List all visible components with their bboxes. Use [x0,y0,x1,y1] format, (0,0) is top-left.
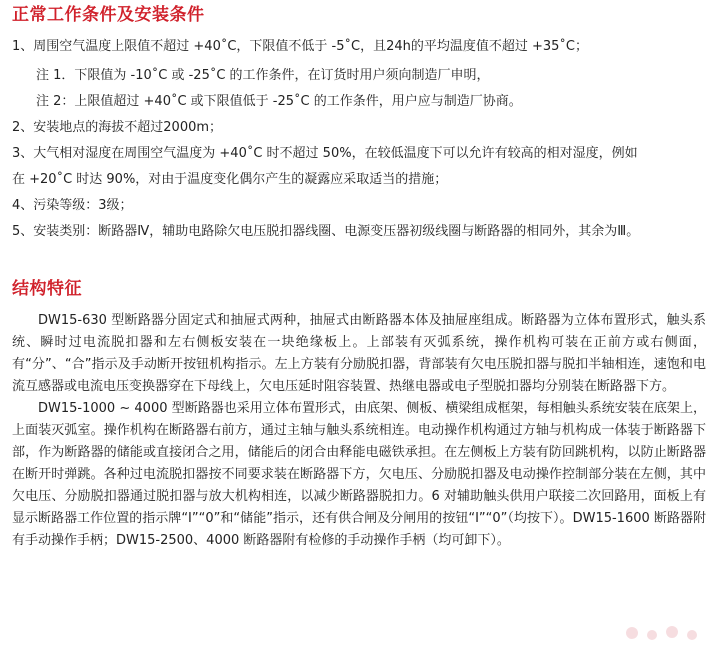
condition-item-3-continued: 在 +20˚C 时达 90%，对由于温度变化偶尔产生的凝露应采取适当的措施； [12,172,448,187]
condition-item-1: 1、周围空气温度上限值不超过 +40˚C，下限值不低于 -5˚C，且24h的平均温度值不超过 +35˚C； [12,39,589,54]
structure-paragraph-dw15-1000-4000: DW15-1000 ~ 4000 型断路器也采用立体布置形式，由底架、侧板、横梁组成框架，每相触头系统安装在底架上，上面装灭弧室。操作机构在断路器右前方，通过主轴与触头系统相连。电动操作机构通过方轴与机构成一体装于断路器下部，作为断路器的储能或直接闭合之用，储能后的闭合由释能电磁铁承担。在左侧板上方装有防回跳机构，以防止断路器在断开时弹跳。各种过电流脱扣器按不同要求装在断路器下方，欠电压、分励脱扣器及电动操作控制部分装在左侧，其中欠电压、分励脱扣器通过脱扣器与放大机构相连，以减少断路器脱扣力。6 对辅助触头供用户联接二次回路用，面板上有显示断路器工作位置的指示牌“I”“0”和“储能”指示，还有供合闸及分闸用的按钮“I”“0”（均按下）。DW15-1600 断路器附有手动操作手柄；DW15-2500、4000 断路器附有检修的手动操作手柄（均可卸下）。 [12,401,706,548]
condition-note-2: 注 2：上限值超过 +40˚C 或下限值低于 -25˚C 的工作条件，用户应与制造厂协商。 [36,94,522,109]
watermark-decoration [622,623,712,643]
structure-paragraph-dw15-630: DW15-630 型断路器分固定式和抽屉式两种，抽屉式由断路器本体及抽屉座组成。断路器为立体布置形式，触头系统、瞬时过电流脱扣器和左右侧板安装在一块绝缘板上。上部装有灭弧系统，操作机构可装在正前方或右侧面，有“分”、“合”指示及手动断开按钮机构指示。左上方装有分励脱扣器，背部装有欠电压脱扣器与脱扣半轴相连，速饱和电流互感器或电流电压变换器穿在下母线上，欠电压延时阻容装置、热继电器或电子型脱扣器均分别装在断路器下方。 [12,313,706,394]
structure-description [12,310,706,552]
condition-item-5: 5、安装类别：断路器Ⅳ，辅助电路除欠电压脱扣器线圈、电源变压器初级线圈与断路器的相同外，其余为Ⅲ。 [12,224,640,239]
condition-item-3: 3、大气相对湿度在周围空气温度为 +40˚C 时不超过 50%，在较低温度下可以允许有较高的相对湿度，例如 [12,146,638,161]
condition-item-4: 4、污染等级：3级； [12,198,133,213]
section-title-structure-features: 结构特征 [12,279,82,299]
condition-item-2: 2、安装地点的海拔不超过2000m； [12,120,223,135]
section-title-operating-conditions: 正常工作条件及安装条件 [12,5,205,25]
condition-note-1: 注 1．下限值为 -10˚C 或 -25˚C 的工作条件，在订货时用户须向制造厂申明， [36,68,490,83]
